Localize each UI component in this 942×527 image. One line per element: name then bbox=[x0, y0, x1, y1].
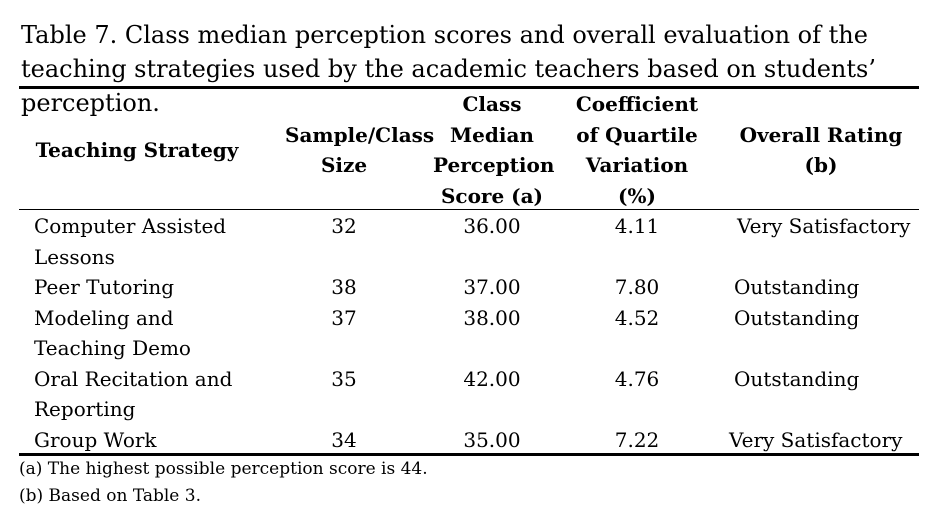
table-row bbox=[19, 272, 919, 303]
cell-strategy: Computer Assisted Lessons bbox=[34, 214, 227, 269]
col-header-strategy: Teaching Strategy bbox=[35, 137, 239, 162]
table-row bbox=[19, 211, 919, 272]
cell-rating: Outstanding bbox=[734, 275, 860, 299]
col-header-cqv: Coefficient of Quartile Variation (%) bbox=[575, 92, 699, 208]
table-row bbox=[19, 303, 919, 364]
cell-median: 36.00 bbox=[463, 214, 521, 238]
col-header-rating: Overall Rating (b) bbox=[739, 122, 903, 177]
cell-strategy: Oral Recitation and Reporting bbox=[34, 366, 233, 421]
cell-rating: Outstanding bbox=[734, 305, 860, 330]
table-row bbox=[19, 364, 919, 425]
note-a: (a) The highest possible perception score is 44. bbox=[19, 459, 428, 479]
cell-size: 35 bbox=[331, 366, 357, 391]
col-header-median: Class Median Perception Score (a) bbox=[433, 92, 555, 208]
cell-cqv: 4.76 bbox=[614, 366, 660, 391]
cell-strategy: Group Work bbox=[34, 427, 157, 452]
cell-rating: Very Satisfactory bbox=[729, 427, 903, 452]
cell-median: 35.00 bbox=[463, 427, 521, 452]
cell-size: 38 bbox=[331, 275, 357, 299]
col-header-size: Sample/Class Size bbox=[285, 122, 435, 177]
table-row bbox=[19, 425, 919, 456]
cell-size: 34 bbox=[331, 427, 357, 452]
cell-cqv: 4.11 bbox=[614, 214, 660, 238]
cell-cqv: 7.80 bbox=[614, 275, 660, 299]
cell-cqv: 7.22 bbox=[614, 427, 660, 452]
cell-rating: Outstanding bbox=[734, 366, 860, 391]
note-b: (b) Based on Table 3. bbox=[19, 486, 201, 506]
cell-median: 42.00 bbox=[463, 366, 521, 391]
cell-median: 37.00 bbox=[463, 275, 521, 299]
cell-size: 37 bbox=[331, 305, 357, 330]
cell-rating: Very Satisfactory bbox=[737, 214, 911, 238]
table-notes bbox=[19, 456, 919, 510]
table-caption: Table 7. Class median perception scores and overall evaluation of the teaching strategies used by the academic teachers based on students’ perception. bbox=[21, 21, 876, 117]
cell-strategy: Peer Tutoring bbox=[34, 275, 175, 299]
header-row bbox=[19, 89, 919, 211]
cell-size: 32 bbox=[331, 214, 357, 238]
cell-strategy: Modeling and Teaching Demo bbox=[34, 305, 191, 360]
cell-median: 38.00 bbox=[463, 305, 521, 330]
perception-table bbox=[19, 89, 919, 455]
cell-cqv: 4.52 bbox=[614, 305, 660, 330]
